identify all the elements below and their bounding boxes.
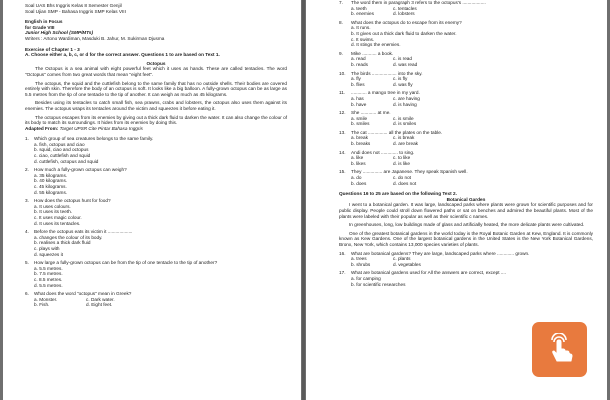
answer-option: c. plants (393, 256, 411, 262)
answer-option: d. was read (393, 61, 418, 67)
question-list (339, 0, 593, 186)
question-number: 9. (339, 50, 343, 56)
answer-option: d. Eight feet. (86, 302, 113, 308)
question-item (339, 71, 593, 91)
answer-option: a. teeth (351, 5, 367, 11)
answer-option: c. It uses magic colour. (34, 215, 82, 220)
answer-option: c. are having (393, 95, 420, 101)
question-number: 2. (25, 167, 29, 173)
answer-option: a. for camping (351, 275, 381, 281)
answer-options (339, 175, 593, 186)
question-text: Which group of sea creatures belongs to the same family. (34, 136, 154, 142)
answer-option: c. is break (393, 135, 415, 141)
text-1-paragraph: The octopus escapes from its enemies by giving out a thick dark fluid to darken the water. It can also change the colour of its body to match its surroundings. It hides from its enemies by doing this. (25, 114, 287, 126)
answer-option: a. Monster. (34, 296, 58, 302)
answer-option: a. has (351, 95, 364, 101)
question-text: They ............... are Japanese. They speak Spanish well. (351, 169, 468, 175)
tap-interaction-button[interactable] (532, 322, 587, 377)
answer-options (339, 155, 593, 166)
text-1-paragraph: The octopus, the squid and the cuttlefish belong to the same family that has no outside shells. Their bodies are covered entirely with skin. Therefore the body of an octopus is soft. It looks like a big balloon. A fully-grown octopus can be as large as 5.5 metres from the tip of one tentacle to the tip of another. It can weigh as much as 45 kilograms. (25, 80, 287, 97)
answer-option: a. 35 kilograms. (34, 172, 68, 178)
answer-option: b. breaks (351, 141, 371, 147)
question-item (25, 291, 287, 308)
answer-option: a. like (351, 155, 364, 161)
book-title: English in Focus (25, 19, 63, 25)
answer-options (25, 297, 287, 308)
question-text: Before the octopus eats its victim it ................... (34, 229, 133, 235)
question-item (339, 130, 593, 150)
page-divider (302, 0, 305, 400)
question-number: 4. (25, 229, 29, 235)
answer-option: b. flies (351, 81, 365, 87)
question-item (25, 229, 287, 260)
question-number: 14. (339, 149, 346, 155)
question-item (339, 110, 593, 130)
doc-header-line-1: Soal UAS Bhs Inggris Kelas 8 Semester Genjil (25, 3, 122, 8)
answer-options (25, 173, 287, 195)
question-number: 1. (25, 136, 29, 142)
answer-option: c. do not (393, 175, 411, 181)
text-1-paragraph: The Octopus is a sea animal with eight powerful feet which it uses as hands. These are called tentacles. The word "Octopus" comes from two great words that mean "eight feet". (25, 66, 287, 77)
text-2-title: Botanical Garden (446, 196, 486, 202)
book-writers: Writers : Artono Wardiman, Masduki B. Jahur, M. Sukirman Djusma (25, 35, 165, 41)
answer-option: b. shrubs (351, 261, 371, 267)
adapted-label: Adapted From: (25, 125, 59, 131)
question-number: 6. (25, 291, 29, 297)
question-number: 5. (25, 260, 29, 266)
question-item (339, 150, 593, 170)
question-text: The birds ................... into the sky. (351, 70, 423, 76)
text-1-title: Octopus (146, 60, 166, 66)
text-2-paragraph: One of the greatest botanical gardens in the world today is the Royal Botanic Garden at Kew, England. It is commonly known as Kew Gardens. One of the largest botanical gardens in the United States is the New York Botanical Gardens, Bronx, New York, which contains 13,000 species varieties of plants. (339, 230, 593, 247)
answer-option: a. 5.5 metres. (34, 265, 63, 271)
question-text: What are botanical gardens? They are large, landscaped parks where ............. grown. (351, 250, 530, 256)
question-item (339, 0, 593, 20)
answer-option: b. smiles (351, 121, 370, 127)
answer-options (339, 56, 593, 67)
answer-option: d. was fly (393, 81, 413, 87)
answer-option-row (34, 302, 287, 308)
question-item (339, 20, 593, 51)
answer-options (25, 204, 287, 226)
document-page-left (3, 0, 301, 400)
answer-option: a. break (351, 135, 368, 141)
answer-options (339, 96, 593, 107)
answer-option: d. It stings the enemies. (351, 42, 401, 48)
question-list (339, 251, 593, 288)
question-text: ............ a mango tree in my yard. (351, 90, 420, 96)
question-text: How does the octopus hunt for food? (34, 198, 111, 204)
question-number: 11. (339, 90, 346, 96)
exercise-title: Exercise of Chapter 1 - 3 (25, 46, 80, 52)
answer-options (339, 25, 593, 47)
answer-option: c. is fly (393, 76, 408, 82)
answer-option: c. 8.5 metres. (34, 276, 63, 282)
question-text: What are botanical gardens used for All the answers are correct, except .... (351, 270, 507, 276)
question-number: 16. (339, 250, 346, 256)
answer-option: b. enemies (351, 11, 374, 17)
answer-option: a. It uses colours. (34, 203, 71, 209)
question-item (25, 136, 287, 167)
answer-option: b. It uses its teeth. (34, 209, 73, 215)
question-text: What does the word "octopus" mean in Greek? (34, 291, 132, 297)
question-number: 13. (339, 129, 346, 135)
answer-option: d. is like (393, 160, 410, 166)
question-number: 7. (339, 0, 343, 5)
answer-options (25, 142, 287, 164)
question-number: 3. (25, 198, 29, 204)
question-item (339, 90, 593, 110)
answer-option: b. have (351, 101, 367, 107)
answer-options (339, 76, 593, 87)
question-item (25, 198, 287, 229)
answer-option: b. likes (351, 160, 366, 166)
answer-option: b. reads (351, 61, 368, 67)
answer-option: b. Fish. (34, 302, 50, 308)
doc-header-line-2: Soal Ujian SMP - Bahasa Inggris SMP Kelas VIII (25, 8, 126, 14)
answer-options (339, 276, 593, 287)
answer-option: d. are break (393, 141, 419, 147)
question-text: The word them in paragraph 3 refers to the octopus's .................. (351, 0, 486, 5)
answer-options (339, 6, 593, 17)
question-number: 8. (339, 19, 343, 25)
answer-option: d. vegetables (393, 261, 421, 267)
answer-option: c. ciao, cuttlefish and squid (34, 153, 91, 159)
answer-options (339, 135, 593, 146)
answer-option: d. does not (393, 180, 417, 186)
answer-option: c. plays with (34, 245, 60, 251)
question-text: What does the octopus do to escape from its enemy? (351, 19, 462, 25)
answer-option: d. lobsters (393, 11, 415, 17)
answer-option: a. changes the colour of its body. (34, 234, 103, 240)
answer-option: c. tentacles (393, 5, 417, 11)
question-item (339, 169, 593, 186)
answer-option: d. is having (393, 101, 417, 107)
question-text: She ............ at me. (351, 110, 391, 116)
question-item (339, 251, 593, 271)
question-text: How large a fully-grown octopus can be from the tip of one tentacle to the tip of another? (34, 260, 218, 266)
answer-option: a. do (351, 175, 362, 181)
answer-option: d. squeezes it (34, 251, 63, 257)
question-number: 12. (339, 110, 346, 116)
text-2-paragraph: In greenhouses, long, low buildings made of glass and artificially heated, the more delicate plants were cultivated. (349, 222, 585, 228)
adapted-source-title: Target UPSR Cite Pintar Bahasa Inggris (59, 125, 143, 131)
answer-option: c. is read (393, 56, 413, 62)
answer-option: d. cuttlefish, octopus and squid (34, 158, 99, 164)
question-item (339, 51, 593, 71)
book-grade: for Grade VIII (25, 24, 55, 30)
question-item (25, 167, 287, 198)
answer-option: b. for scientific researches (351, 281, 406, 287)
question-text: The cat ............... all the plates on the table. (351, 129, 443, 135)
exercise-instruction: A. Choose either a, b, c, or d for the correct answer. Questions 1 to are based on Text 1. (25, 52, 220, 58)
answer-option: a. trees (351, 256, 367, 262)
answer-option: c. It swims. (351, 36, 375, 42)
answer-option: b. squid, ciao and octopus (34, 147, 89, 153)
answer-option: b. 7.5 metres. (34, 271, 63, 277)
answer-option: d. is smiles (393, 121, 417, 127)
answer-option: b. does (351, 180, 367, 186)
question-number: 10. (339, 70, 346, 76)
answer-option: b. realises a thick dark fluid (34, 240, 91, 246)
answer-options (339, 116, 593, 127)
question-text: Andi does not ............. to sing. (351, 149, 415, 155)
question-text: Mike ........... a book. (351, 50, 394, 56)
text-2-paragraph: I went to a botanical garden. It was large, landscaped parks where plants were grown for scientific purposes and for public display. People could stroll down flowered paths or sat on benches and admired the beautiful plants. Most of the plants were labeled with their popular as well as their scientific c names. (339, 202, 593, 219)
question-item (25, 260, 287, 291)
answer-option: d. 55 kilograms. (34, 189, 68, 195)
question-number: 17. (339, 270, 346, 276)
answer-options (25, 266, 287, 288)
question-list (25, 136, 287, 308)
answer-options (339, 256, 593, 267)
answer-option: b. It gives out a thick dark fluid to darken the water. (351, 30, 457, 36)
hand-tap-icon (543, 333, 577, 367)
answer-option: a. read (351, 56, 366, 62)
answer-option: c. 45 kilograms. (34, 184, 67, 190)
book-school: Junior High School (SMP/MTs) (25, 30, 94, 36)
question-item (339, 270, 593, 287)
answer-option: c. Dark water. (86, 296, 115, 302)
section-label: Questions 16 to 25 are based on the following Text 2. (339, 191, 457, 197)
answer-option: a. It runs. (351, 25, 371, 31)
answer-option: a. smile (351, 115, 368, 121)
answer-option: d. 5.5 metres. (34, 282, 63, 288)
answer-option: d. It uses its tentacles. (34, 220, 81, 226)
question-number: 15. (339, 169, 346, 175)
answer-option: c. to like (393, 155, 411, 161)
answer-options (25, 235, 287, 257)
text-1-paragraph: Besides using its tentacles to catch small fish, sea prawns, crabs and lobsters, the octopus also uses them against its enemies. The octopus wraps its tentacles around the victim and squeezes it before eating it. (25, 100, 287, 111)
answer-option: a. fish, octopus and ciao (34, 141, 85, 147)
question-text: How much a fully-grown octopus can weigh? (34, 167, 127, 173)
answer-option: c. is smile (393, 115, 414, 121)
answer-option: b. 40 kilograms. (34, 178, 68, 184)
answer-option: a. fly (351, 76, 361, 82)
